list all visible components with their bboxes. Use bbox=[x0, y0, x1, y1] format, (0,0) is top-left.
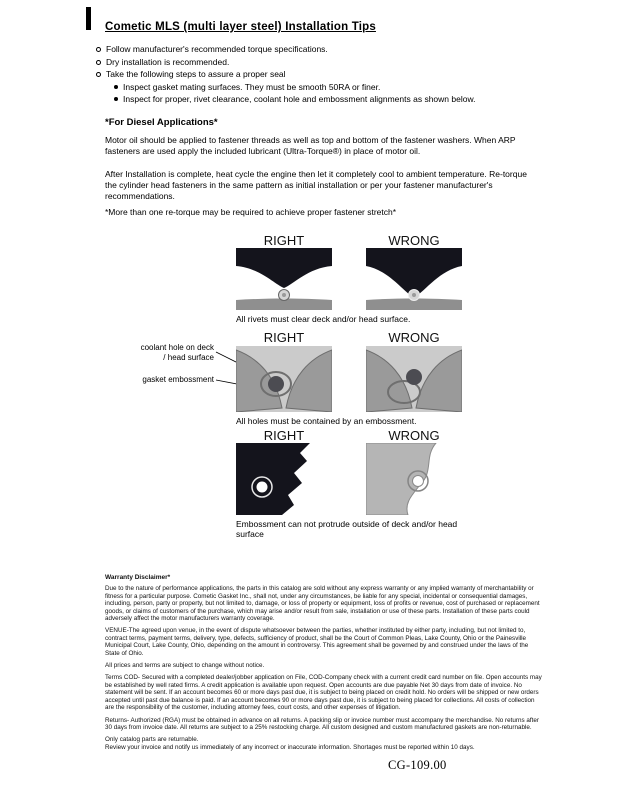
print-registration-mark bbox=[86, 7, 91, 30]
hole-wrong-image bbox=[366, 346, 462, 412]
rivet-clearance-wrong-illustration bbox=[366, 248, 462, 315]
tip-text: Follow manufacturer's recommended torque specifications. bbox=[106, 44, 328, 54]
protrusion-wrong-image bbox=[366, 443, 462, 515]
disclaimer-paragraph: Due to the nature of performance applications, the parts in this catalog are sold without any express warranty or any implied warranty of merchantability or fitness for a particular purpose. Cometic Gasket Inc., shall not, under any circumstances, be liable for any special, incidental or consequential damages, including, person, party or property, but not limited to, damage, or loss of property or equipment, loss of profits or revenue, cost of purchased or replacement goods, or claims of customers of the purchase, which may arise and/or result from sale, installation or use of these parts. Installation of these parts could adversely affect the motor manufacturers warranty coverage. bbox=[105, 585, 540, 623]
disclaimer-paragraph: All prices and terms are subject to change without notice. bbox=[105, 662, 265, 670]
diesel-applications-heading: *For Diesel Applications* bbox=[105, 117, 218, 128]
rivet-wrong-image bbox=[366, 248, 462, 310]
tip-text: Inspect for proper, rivet clearance, coolant hole and embossment alignments as shown below. bbox=[123, 94, 476, 104]
protrusion-wrong-illustration bbox=[366, 443, 462, 520]
right-label: RIGHT bbox=[263, 428, 305, 443]
protrusion-right-illustration bbox=[236, 443, 332, 520]
warranty-disclaimer bbox=[105, 574, 543, 756]
wrong-label: WRONG bbox=[388, 330, 440, 345]
tip-text: Dry installation is recommended. bbox=[106, 56, 230, 67]
page-title: Cometic MLS (multi layer steel) Installation Tips bbox=[105, 21, 376, 33]
right-label: RIGHT bbox=[263, 233, 305, 248]
tip-text: Inspect gasket mating surfaces. They must be smooth 50RA or finer. bbox=[123, 81, 381, 92]
diesel-paragraph-2: After Installation is complete, heat cycle the engine then let it completely cool to ambient temperature. Re-torque the cylinder head fasteners in the same pattern as initial installation or per your fastener manufacturer's recommendations. bbox=[105, 169, 527, 202]
wrong-label: WRONG bbox=[388, 428, 440, 443]
protrusion-right-image bbox=[236, 443, 332, 515]
filled-bullet-icon bbox=[114, 85, 118, 89]
gasket-embossment-label: gasket embossment bbox=[142, 375, 214, 384]
right-label: RIGHT bbox=[263, 330, 305, 345]
page-code: CG-109.00 bbox=[388, 758, 447, 772]
tip-item bbox=[96, 56, 542, 69]
hole-embossment-right-illustration bbox=[236, 346, 332, 417]
tip-text: Take the following steps to assure a proper seal bbox=[106, 69, 286, 79]
protrusion-caption: Embossment can not protrude outside of deck and/or head surface bbox=[236, 519, 458, 539]
disclaimer-paragraph: VENUE-The agreed upon venue, in the event of dispute whatsoever between the parties, whether instituted by either party, including, but not limited to, contract terms, payment terms, delivery, type, defects, sufficiency of product, shall be the Court of Common Pleas, Lake County, Ohio or the Painesville Municipal Court, Lake County, Ohio, depending on the amount in controversy. This agreement shall be governed by and construed under the laws of the State of Ohio. bbox=[105, 627, 529, 657]
tip-item bbox=[96, 68, 542, 81]
disclaimer-paragraph: Only catalog parts are returnable. bbox=[105, 736, 199, 744]
diesel-paragraph-1: Motor oil should be applied to fastener threads as well as top and bottom of the fastener washers. When ARP fasteners are used apply the included lubricant (Ultra-Torque®) in place of motor oil. bbox=[105, 135, 516, 157]
hole-embossment-wrong-illustration bbox=[366, 346, 462, 417]
open-bullet-icon bbox=[96, 47, 101, 52]
wrong-label: WRONG bbox=[388, 233, 440, 248]
disclaimer-paragraph: Returns- Authorized (RGA) must be obtained in advance on all returns. A packing slip or invoice number must accompany the merchandise. No returns after 30 days from invoice date. All returns are subject to a 25% restocking charge. All custom designed and custom manufactured gaskets are non-returnable. bbox=[105, 716, 540, 731]
open-bullet-icon bbox=[96, 60, 101, 65]
disclaimer-paragraph: Terms COD- Secured with a completed dealer/jobber application on File, COD-Company check with a current credit card number on file. Open accounts may be established by well rated firms. A credit application is available upon request. Open accounts are due payable Net 30 days from date of invoice. No statement will be sent. If an account becomes 60 or more days past due, it is subject to being placed on credit hold. No orders will be shipped or new orders accepted until past due balance is paid. If an account becomes 90 or more days past due, it is subject to being placed for collections. All costs of collection are the responsibility of the customer, including attorney fees, court costs, and other expenses of litigation. bbox=[105, 674, 542, 712]
disclaimer-paragraph: Review your invoice and notify us immediately of any incorrect or inaccurate information. Shortages must be reported within 10 days. bbox=[105, 743, 475, 751]
filled-bullet-icon bbox=[114, 97, 118, 101]
open-bullet-icon bbox=[96, 72, 101, 77]
hole-caption: All holes must be contained by an embossment. bbox=[236, 416, 417, 426]
tip-subitem bbox=[114, 81, 542, 94]
disclaimer-heading: Warranty Disclaimer* bbox=[105, 574, 171, 581]
rivet-clearance-right-illustration bbox=[236, 248, 332, 315]
rivet-right-image bbox=[236, 248, 332, 310]
tip-item bbox=[96, 43, 542, 56]
tip-subitem bbox=[114, 93, 542, 106]
rivet-caption: All rivets must clear deck and/or head surface. bbox=[236, 314, 411, 324]
tips-list bbox=[96, 43, 542, 106]
coolant-hole-label: coolant hole on deck / head surface bbox=[140, 343, 214, 362]
hole-right-image bbox=[236, 346, 332, 412]
retorque-note: *More than one re-torque may be required to achieve proper fastener stretch* bbox=[105, 207, 397, 217]
